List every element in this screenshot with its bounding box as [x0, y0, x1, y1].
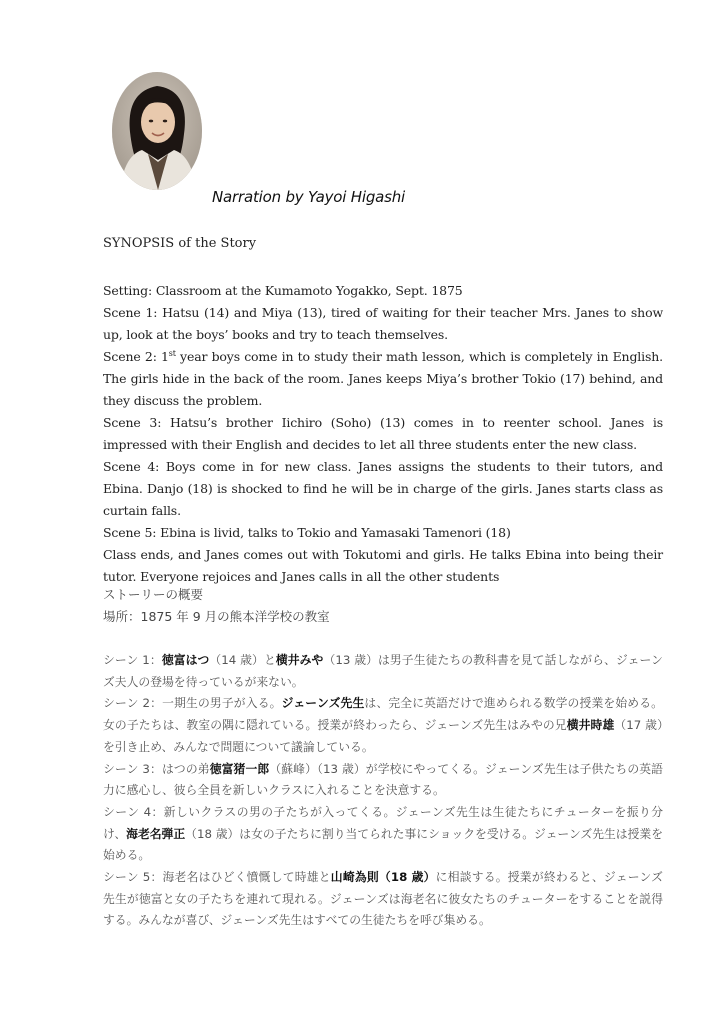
jp-scene-4-text: （18 歳）は女の子たちに割り当てられた事にショックを受ける。ジェーンズ先生は授業を始める。	[103, 826, 664, 863]
jp-scene-1	[103, 650, 663, 693]
japanese-place: 場所：1875 年 9 月の熊本洋学校の教室	[103, 609, 330, 624]
japanese-synopsis-header	[103, 584, 663, 628]
jp-scene-2-text-a: は、完全に英語だけで進められる数学の授業を始める。女の子たちは、教室の隅に隠れている。授業が終わったら、ジェーンズ先生はみやの兄	[103, 696, 663, 733]
portrait-photo	[112, 72, 202, 190]
jp-scene-2-text-b: （17 歳）を引き止め、みんなで問題について議論している。	[103, 718, 663, 754]
jp-scene-3-label: シーン 3：はつの弟	[103, 761, 210, 776]
jp-scene-2	[103, 693, 663, 758]
scene-3-paragraph: Scene 3: Hatsu’s brother Iichiro (Soho) (13) comes in to reenter school. Janes is impressed with their English and decides to let all three students enter the new class.	[103, 415, 663, 452]
scene-1-paragraph: Scene 1: Hatsu (14) and Miya (13), tired of waiting for their teacher Mrs. Janes to show up, look at the boys’ books and try to teach themselves.	[103, 305, 663, 342]
jp-scene-4	[103, 802, 663, 867]
scene-2-paragraph	[103, 346, 663, 412]
japanese-heading: ストーリーの概要	[103, 587, 204, 602]
jp-scene-1-text-a: （14 歳）と	[209, 653, 276, 667]
jp-name-tokio: 横井時雄	[566, 718, 615, 733]
ordinal-suffix: st	[168, 348, 176, 358]
synopsis-heading: SYNOPSIS of the Story	[103, 236, 257, 251]
jp-scene-3	[103, 759, 663, 802]
scene-5-paragraph: Scene 5: Ebina is livid, talks to Tokio and Yamasaki Tamenori (18)	[103, 525, 511, 540]
jp-scene-5	[103, 867, 663, 932]
jp-scene-5-text: に相談する。授業が終わると、ジェーンズ先生が徳富と女の子たちを連れて現れる。ジェーンズは海老名に彼女たちのチューターをすることを説得する。みんなが喜び、ジェーンズ先生はすべての生徒たちを呼び集める。	[103, 870, 663, 928]
setting-line: Setting: Classroom at the Kumamoto Yogakko, Sept. 1875	[103, 283, 463, 298]
english-synopsis	[103, 280, 663, 588]
jp-scene-1-text-b: （13 歳）は男子生徒たちの教科書を見て話しながら、ジェーンズ夫人の登場を待っているが来ない。	[103, 653, 663, 689]
scene-2-text: year boys come in to study their math lesson, which is completely in English. The girls hide in the back of the room. Janes keeps Miya’s brother Tokio (17) behind, and they discuss the problem.	[103, 349, 663, 408]
jp-name-janes: ジェーンズ先生	[281, 696, 365, 711]
jp-name-ebina: 海老名弾正	[126, 826, 186, 841]
jp-scene-3-text: （蘇峰）（13 歳）が学校にやってくる。ジェーンズ先生は子供たちの英語力に感心し、彼ら全員を新しいクラスに入れることを決意する。	[103, 761, 663, 798]
narrator-portrait	[112, 72, 202, 190]
narration-credit: Narration by Yayoi Higashi	[212, 188, 406, 206]
japanese-synopsis	[103, 650, 663, 932]
ending-paragraph: Class ends, and Janes comes out with Tokutomi and girls. He talks Ebina into being their tutor. Everyone rejoices and Janes calls in all the other students	[103, 547, 663, 584]
jp-name-iichiro: 徳富猪一郎	[209, 761, 270, 776]
jp-scene-5-label: シーン 5：海老名はひどく憤慨して時雄と	[103, 870, 331, 885]
jp-name-miya: 横井みや	[275, 653, 324, 667]
jp-scene-1-label: シーン 1：	[103, 653, 162, 667]
scene-4-paragraph: Scene 4: Boys come in for new class. Janes assigns the students to their tutors, and Ebina. Danjo (18) is shocked to find he will be in charge of the girls. Janes starts class as curtain falls.	[103, 459, 663, 518]
jp-name-hatsu: 徳富はつ	[161, 653, 210, 667]
jp-name-yamasaki: 山崎為則（18 歳）	[330, 870, 436, 885]
scene-2-prefix: Scene 2: 1	[103, 349, 169, 364]
jp-scene-2-label: シーン 2：一期生の男子が入る。	[103, 696, 282, 711]
jp-scene-4-label: シーン 4：新しいクラスの男の子たちが入ってくる。ジェーンズ先生は生徒たちにチューターを振り分け、	[103, 804, 663, 841]
